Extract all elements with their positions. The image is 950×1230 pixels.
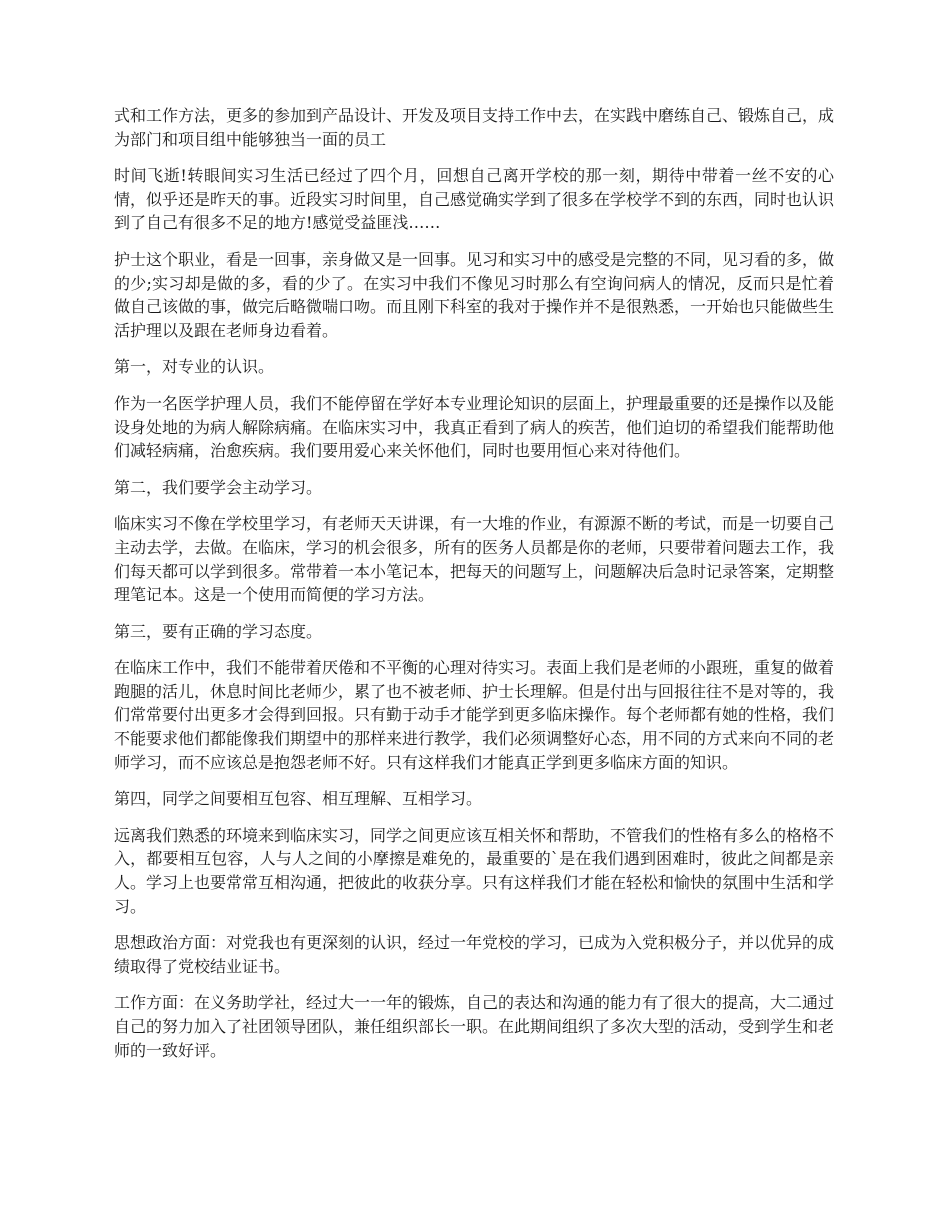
section-heading-3: 第三，要有正确的学习态度。 (114, 621, 323, 641)
section-heading-2: 第二，我们要学会主动学习。 (114, 477, 323, 497)
section-heading-1: 第一，对专业的认识。 (114, 357, 275, 377)
paragraph-politics: 思想政治方面：对党我也有更深刻的认识，经过一年党校的学习，已成为入党积极分子，并以优异的成绩取得了党校结业证书。 (114, 933, 835, 976)
paragraph-2: 时间飞逝!转眼间实习生活已经过了四个月，回想自己离开学校的那一刻，期待中带着一丝不安的心情，似乎还是昨天的事。近段实习时间里，自己感觉确实学到了很多在学校学不到的东西，同时也认识到了自己有很多不足的地方!感觉受益匪浅…… (114, 166, 835, 233)
paragraph-5: 临床实习不像在学校里学习，有老师天天讲课，有一大堆的作业，有源源不断的考试，而是一切要自己主动去学，去做。在临床，学习的机会很多，所有的医务人员都是你的老师，只要带着问题去工作，我们每天都可以学到很多。常带着一本小笔记本，把每天的问题写上，问题解决后急时记录答案，定期整理笔记本。这是一个使用而简便的学习方法。 (114, 514, 835, 605)
paragraph-work: 工作方面：在义务助学社，经过大一一年的锻炼，自己的表达和沟通的能力有了很大的提高，大二通过自己的努力加入了社团领导团队，兼任组织部长一职。在此期间组织了多次大型的活动，受到学生和老师的一致好评。 (114, 993, 835, 1060)
paragraph-7: 远离我们熟悉的环境来到临床实习，同学之间更应该互相关怀和帮助，不管我们的性格有多么的格格不入，都要相互包容，人与人之间的小摩擦是难免的，最重要的`是在我们遇到困难时，彼此之间都是亲人。学习上也要常常互相沟通，把彼此的收获分享。只有这样我们才能在轻松和愉快的氛围中生活和学习。 (114, 825, 835, 916)
paragraph-3: 护士这个职业，看是一回事，亲身做又是一回事。见习和实习中的感受是完整的不同，见习看的多，做的少;实习却是做的多，看的少了。在实习中我们不像见习时那么有空询问病人的情况，反而只是忙着做自己该做的事，做完后略微喘口吻。而且刚下科室的我对于操作并不是很熟悉，一开始也只能做些生活护理以及跟在老师身边看着。 (114, 249, 835, 340)
paragraph-4: 作为一名医学护理人员，我们不能停留在学好本专业理论知识的层面上，护理最重要的还是操作以及能设身处地的为病人解除病痛。在临床实习中，我真正看到了病人的疾苦，他们迫切的希望我们能帮助他们减轻病痛，治愈疾病。我们要用爱心来关怀他们，同时也要用恒心来对待他们。 (114, 393, 835, 461)
paragraph-1: 式和工作方法，更多的参加到产品设计、开发及项目支持工作中去，在实践中磨练自己、锻炼自己，成为部门和项目组中能够独当一面的员工 (114, 106, 835, 149)
section-heading-4: 第四，同学之间要相互包容、相互理解、互相学习。 (114, 789, 483, 809)
paragraph-6: 在临床工作中，我们不能带着厌倦和不平衡的心理对待实习。表面上我们是老师的小跟班，重复的做着跑腿的活儿，休息时间比老师少，累了也不被老师、护士长理解。但是付出与回报往往不是对等的，我们常常要付出更多才会得到回报。只有勤于动手才能学到更多临床操作。每个老师都有她的性格，我们不能要求他们都能像我们期望中的那样来进行教学，我们必须调整好心态，用不同的方式来向不同的老师学习，而不应该总是抱怨老师不好。只有这样我们才能真正学到更多临床方面的知识。 (114, 658, 835, 772)
